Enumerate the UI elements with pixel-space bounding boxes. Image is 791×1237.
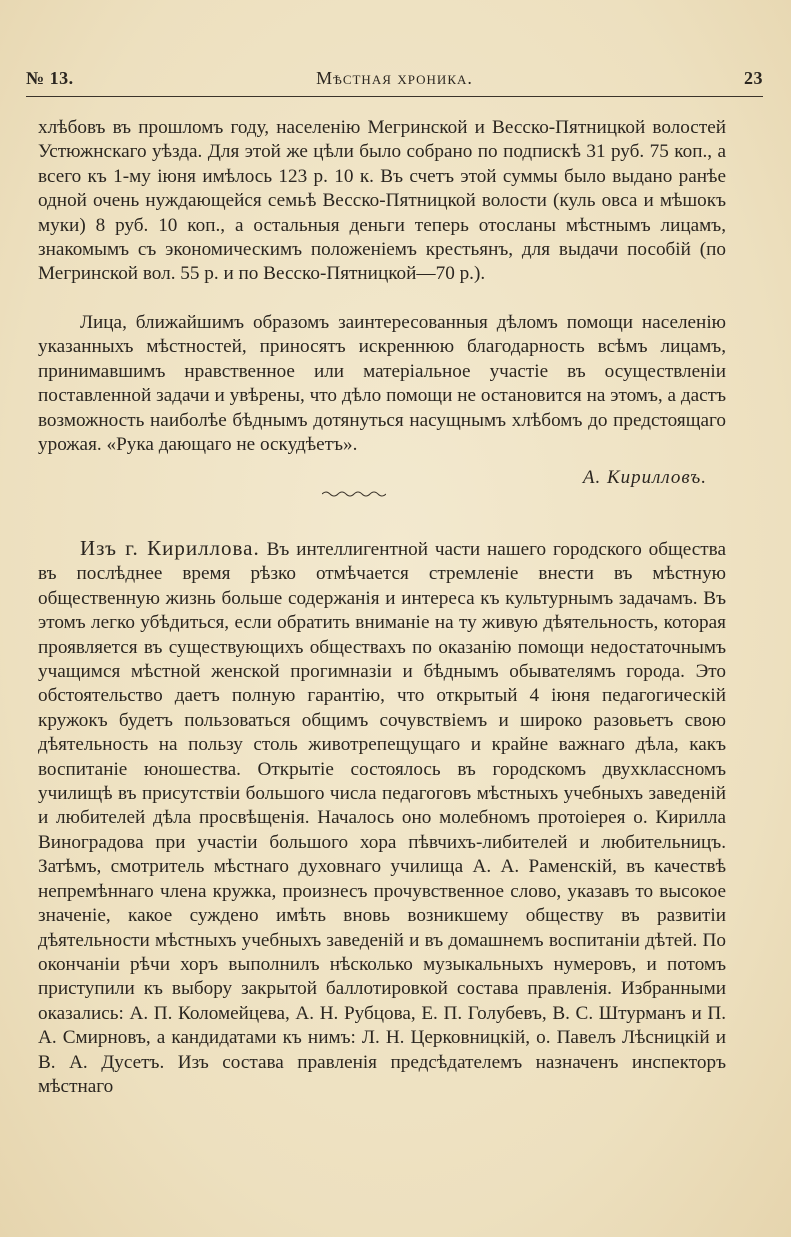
paragraph-thanks: Лица, ближайшимъ образомъ заинтересованныя дѣломъ помощи населенію указанныхъ мѣстностей, приносятъ искреннюю благодарность всѣмъ лицамъ, принимавшимъ нравственное или матеріальное участіе въ осуществленіи поставленной задачи и увѣрены, что дѣло помощи не остановится на этомъ, а дастъ возможность наиболѣе бѣднымъ дотянуться насущнымъ хлѣбомъ до предстоящаго урожая. «Рука дающаго не оскудѣетъ». [38,312,726,456]
page-number: 23 [744,68,763,88]
header-rule [26,96,763,97]
issue-number: № 13. [26,68,74,88]
article-lead: Изъ г. Кириллова. [80,536,260,560]
paragraph-continued: хлѣбовъ въ прошломъ году, населенію Мегринской и Весско-Пятницкой волостей Устюжнскаго уѣзда. Для этой же цѣли было собрано по подпискѣ 31 руб. 75 коп., а всего къ 1-му іюня имѣлось 123 р. 10 к. Въ счетъ этой суммы было выдано ранѣе одной очень нуждающейся семьѣ Весско-Пятницкой волости (куль овса и мѣшокъ муки) 8 руб. 10 коп., а остальныя деньги теперь отосланы мѣстнымъ лицамъ, знакомымъ съ экономическимъ положеніемъ крестьянъ, для выдачи пособій (по Мегринской вол. 55 р. и по Весско-Пятницкой—70 р.). [38,117,726,285]
section-title: Мѣстная хроника. [316,68,473,88]
wave-divider [322,490,386,498]
column-thanks [38,311,726,457]
column-kirillov-article [38,536,726,1099]
paragraph-kirillov [38,536,726,1099]
article-text: Въ интеллигентной части нашего городского общества въ послѣднее время рѣзко отмѣчается стремленіе внести въ мѣстную общественную жизнь больше содержанія и интереса къ культурнымъ задачамъ. Въ этомъ легко убѣдиться, если обратить вниманіе на ту живую дѣятельность, которая проявляется въ существующихъ обществахъ по оказанію помощи недостаточнымъ учащимся мѣстной женской прогимназіи и бѣднымъ обывателямъ города. Это обстоятельство даетъ полную гарантію, что открытый 4 іюня педагогическій кружокъ будетъ пользоваться общимъ сочувствіемъ и широко разовьетъ свою дѣятельность на пользу столь животрепещущаго и крайне важнаго дѣла, какъ воспитаніе юношества. Открытіе состоялось въ городскомъ двухклассномъ училищѣ въ присутствіи большого числа педагоговъ мѣстныхъ учебныхъ заведеній и любителей дѣла просвѣщенія. Началось оно молебномъ протоіерея о. Кирилла Виноградова при участіи большого хора пѣвчихъ-либителей и любительницъ. Затѣмъ, смотритель мѣстнаго духовнаго училища А. А. Раменскій, въ качествѣ непремѣннаго члена кружка, произнесъ прочувственное слово, указавъ то высокое значеніе, какое суждено имѣть вновь возникшему обществу въ развитіи дѣятельности мѣстныхъ учебныхъ заведеній и въ домашнемъ воспитаніи дѣтей. По окончаніи рѣчи хоръ выполнилъ нѣсколько музыкальныхъ нумеровъ, и потомъ приступили къ выбору закрытой баллотировкой состава правленія. Избранными оказались: А. П. Коломейцева, А. Н. Рубцова, Е. П. Голубевъ, В. С. Штурманъ и П. А. Смирновъ, а кандидатами къ нимъ: Л. Н. Церковницкій, о. Павелъ Лѣсницкій и В. А. Дусетъ. Изъ состава правленія предсѣдателемъ назначенъ инспекторъ мѣстнаго [38,539,727,1097]
column-continued-text [38,116,726,287]
signature: А. Кирилловъ. [582,467,707,488]
running-header [26,66,763,94]
